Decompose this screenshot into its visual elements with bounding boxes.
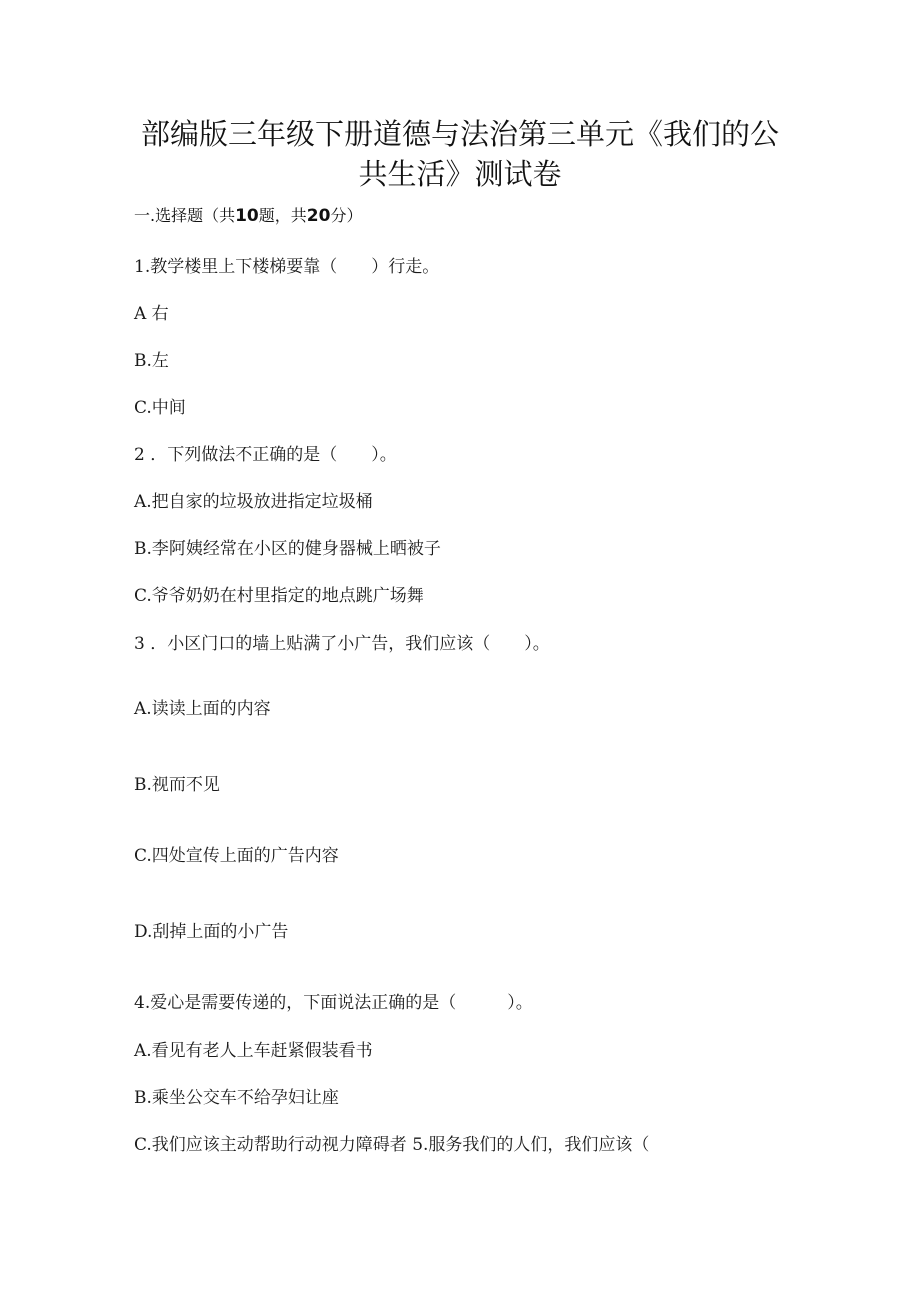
question-3-option-a: A.读读上面的内容 (134, 699, 271, 719)
section-heading (134, 203, 362, 226)
question-3-option-b: B.视而不见 (134, 775, 220, 795)
question-count: 10 (235, 206, 259, 226)
section-mid: 题，共 (258, 206, 307, 225)
total-score: 20 (306, 206, 331, 226)
question-1-option-b: B.左 (134, 351, 169, 371)
question-2-option-a: A.把自家的垃圾放进指定垃圾桶 (134, 492, 373, 512)
question-3-option-c: C.四处宣传上面的广告内容 (134, 846, 339, 866)
question-1-stem: 1.教学楼里上下楼梯要靠（ ）行走。 (134, 257, 440, 277)
question-4-stem: 4.爱心是需要传递的，下面说法正确的是（ ）。 (134, 993, 533, 1013)
question-2-option-b: B.李阿姨经常在小区的健身器械上晒被子 (134, 539, 441, 559)
section-prefix: 一.选择题（共 (134, 206, 236, 225)
question-4-option-a: A.看见有老人上车赶紧假装看书 (134, 1041, 373, 1061)
question-3-option-d: D.刮掉上面的小广告 (134, 922, 289, 942)
page-title (100, 114, 820, 194)
section-suffix: 分） (330, 206, 363, 225)
question-2-option-c: C.爷爷奶奶在村里指定的地点跳广场舞 (134, 586, 424, 606)
question-1-option-c: C.中间 (134, 398, 186, 418)
question-1-option-a: A 右 (134, 304, 169, 324)
title-line-1: 部编版三年级下册道德与法治第三单元《我们的公 (140, 117, 779, 151)
question-4-option-c: C.我们应该主动帮助行动视力障碍者 5.服务我们的人们，我们应该（ (134, 1135, 650, 1155)
title-line-2: 共生活》测试卷 (358, 157, 562, 191)
question-4-option-b: B.乘坐公交车不给孕妇让座 (134, 1088, 339, 1108)
question-2-stem: 2 ．下列做法不正确的是（ ）。 (134, 445, 397, 465)
question-3-stem: 3 ．小区门口的墙上贴满了小广告，我们应该（ ）。 (134, 634, 550, 654)
